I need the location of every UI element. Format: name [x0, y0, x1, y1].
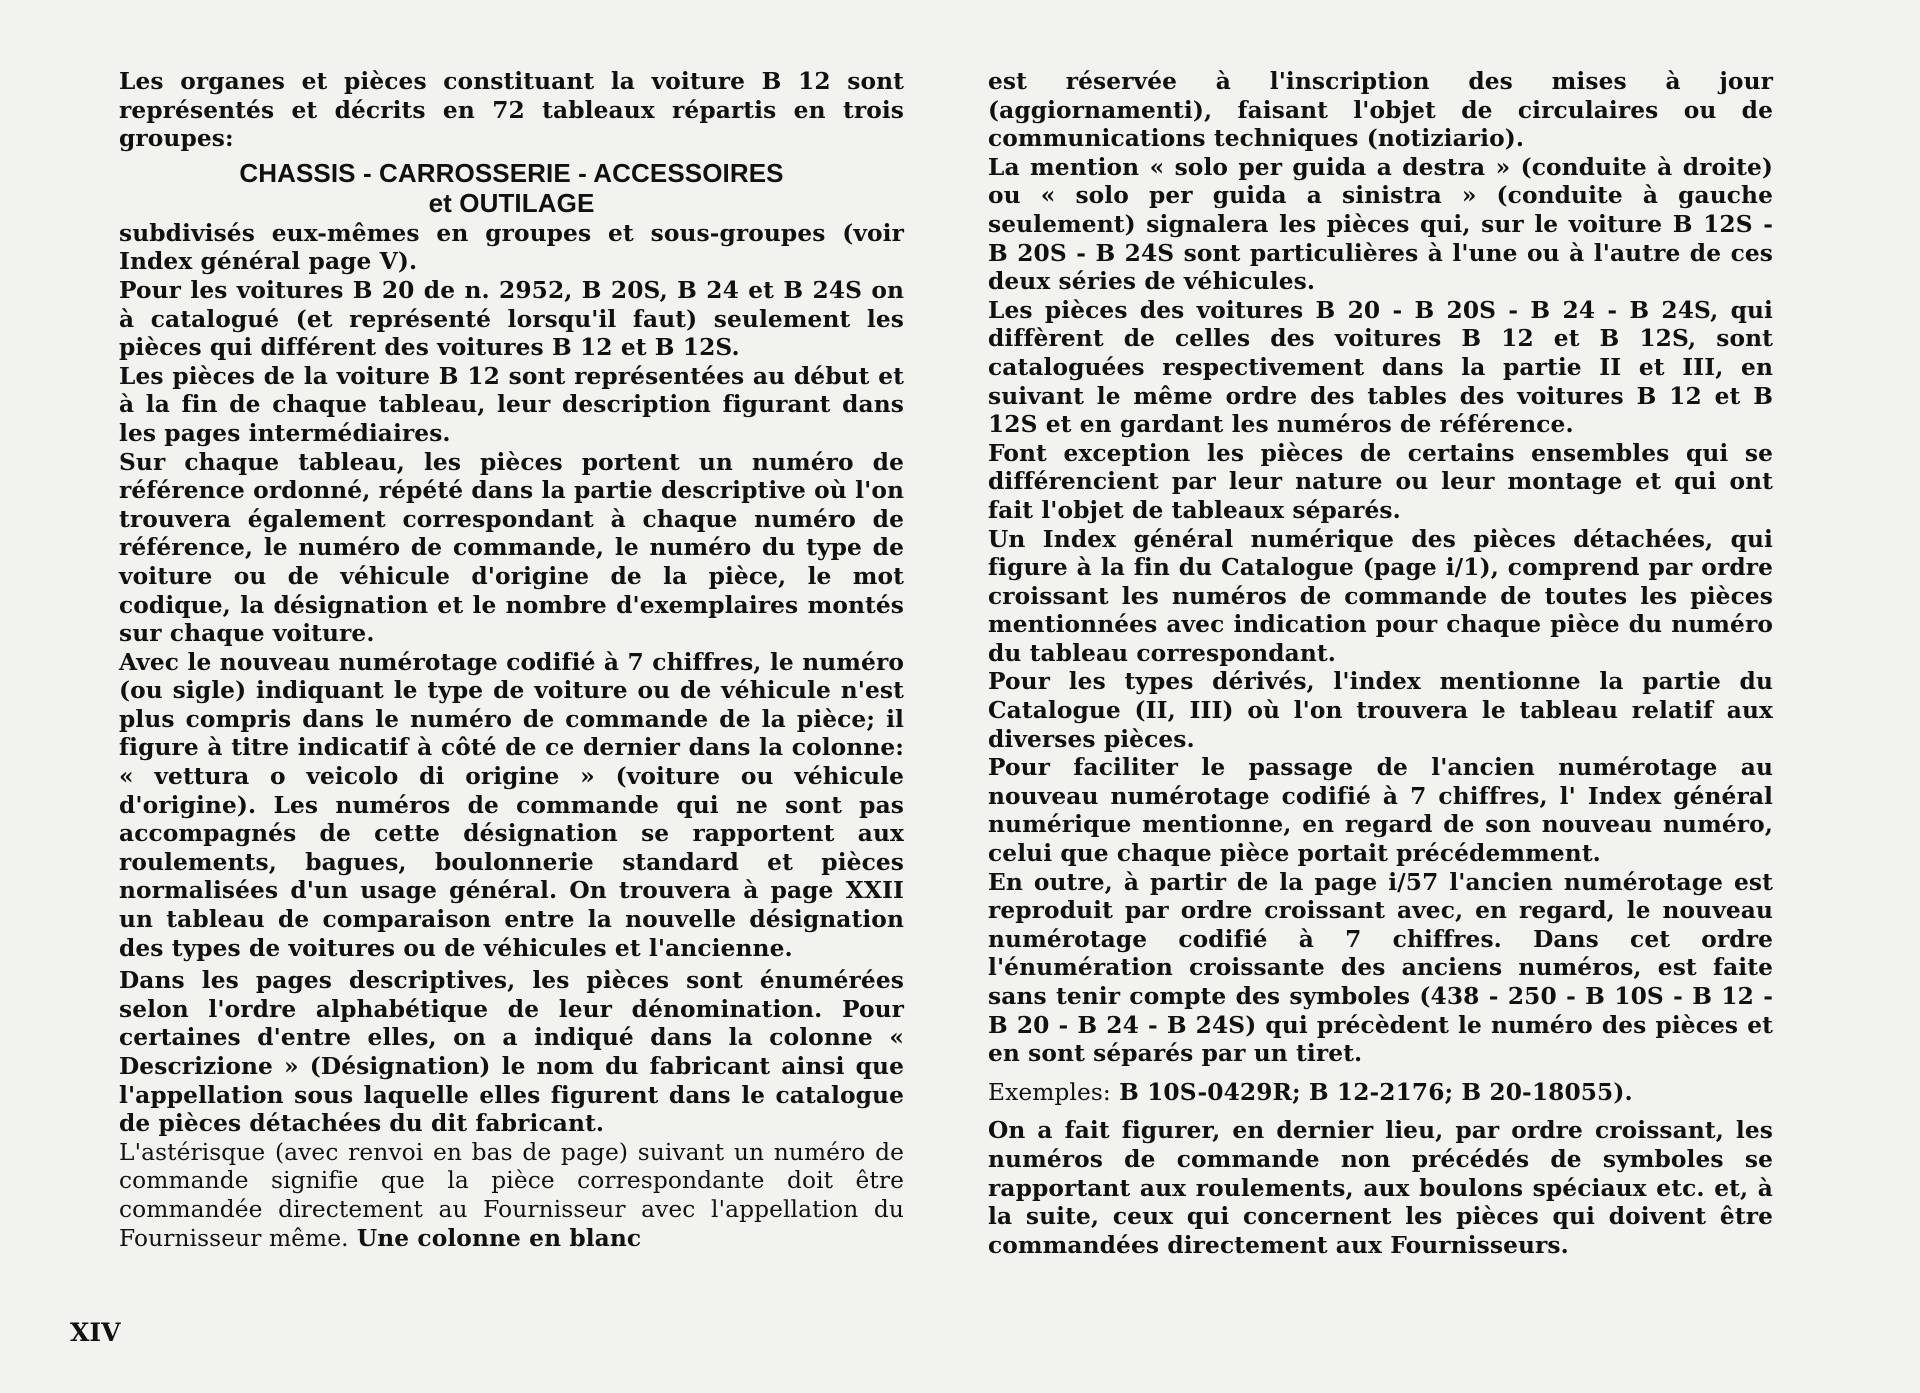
- paragraph: Dans les pages descriptives, les pièces sont énumérées selon l'ordre alphabétique de leur dénomination. Pour certaines d'entre elles, on a indiqué dans la colonne « Descrizione » (Désignation) le nom du fabricant ainsi que l'appellation sous laquelle elles figurent dans le catalogue de pièces détachées du dit fabricant.: [119, 967, 904, 1138]
- asterisk-note: L'astérisque (avec renvoi en bas de page) suivant un numéro de commande signifie que la pièce correspondante doit être commandée directement au Fournisseur avec l'appellation du Fournisseur même.: [119, 1138, 904, 1252]
- paragraph: On a fait figurer, en dernier lieu, par ordre croissant, les numéros de commande non précédés de symboles se rapportant aux roulements, aux boulons spéciaux etc. et, à la suite, ceux qui concernent les pièces qui doivent être commandées directement aux Fournisseurs.: [988, 1117, 1773, 1259]
- intro-paragraph: Les organes et pièces constituant la voiture B 12 sont représentés et décrits en 72 tableaux répartis en trois groupes:: [119, 68, 904, 153]
- paragraph: La mention « solo per guida a destra » (conduite à droite) ou « solo per guida a sinistra » (conduite à gauche seulement) signalera les pièces qui, sur le voiture B 12S - B 20S - B 24S sont particulières à l'une ou à l'autre de ces deux séries de véhicules.: [988, 153, 1773, 296]
- examples-label: Exemples:: [988, 1078, 1111, 1106]
- section-heading: [119, 158, 904, 218]
- examples-line: [988, 1079, 1773, 1108]
- heading-line-1: CHASSIS - CARROSSERIE - ACCESSOIRES: [239, 157, 784, 188]
- paragraph: En outre, à partir de la page i/57 l'ancien numérotage est reproduit par ordre croissant avec, en regard, le nouveau numérotage codifié à 7 chiffres. Dans cet ordre l'énumération croissante des anciens numéros, est faite sans tenir compte des symboles (438 - 250 - B 10S - B 12 - B 20 - B 24 - B 24S) qui précèdent le numéro des pièces et en sont séparés par un tiret.: [988, 868, 1773, 1068]
- paragraph: [119, 1139, 904, 1253]
- heading-line-2: et OUTILAGE: [428, 187, 595, 218]
- paragraph: Les pièces des voitures B 20 - B 20S - B 24 - B 24S, qui diffèrent de celles des voitures B 12 et B 12S, sont cataloguées respectivement dans la partie II et III, en suivant le même ordre des tables des voitures B 12 et B 12S et en gardant les numéros de référence.: [988, 296, 1773, 439]
- paragraph: Les pièces de la voiture B 12 sont représentées au début et à la fin de chaque tableau, leur description figurant dans les pages intermédiaires.: [119, 362, 904, 447]
- paragraph: Pour les types dérivés, l'index mentionne la partie du Catalogue (II, III) où l'on trouvera le tableau relatif aux diverses pièces.: [988, 668, 1773, 753]
- paragraph: Sur chaque tableau, les pièces portent un numéro de référence ordonné, répété dans la partie descriptive où l'on trouvera également correspondant à chaque numéro de référence, le numéro de commande, le numéro du type de voiture ou de véhicule d'origine de la pièce, le mot codique, la désignation et le nombre d'exemplaires montés sur chaque voiture.: [119, 448, 904, 648]
- left-column: [119, 68, 904, 1253]
- paragraph: est réservée à l'inscription des mises à jour (aggiornamenti), faisant l'objet de circulaires ou de communications techniques (notiziario).: [988, 68, 1773, 153]
- paragraph: Pour faciliter le passage de l'ancien numérotage au nouveau numérotage codifié à 7 chiffres, l' Index général numérique mentionne, en regard de son nouveau numéro, celui que chaque pièce portait précédemment.: [988, 754, 1773, 868]
- paragraph: Pour les voitures B 20 de n. 2952, B 20S, B 24 et B 24S on à catalogué (et représenté lorsqu'il faut) seulement les pièces qui différent des voitures B 12 et B 12S.: [119, 276, 904, 362]
- blank-column-note: Une colonne en blanc: [356, 1224, 642, 1252]
- paragraph: Avec le nouveau numérotage codifié à 7 chiffres, le numéro (ou sigle) indiquant le type de voiture ou de véhicule n'est plus compris dans le numéro de commande de la pièce; il figure à titre indicatif à côté de ce dernier dans la colonne: « vettura o veicolo di origine » (voiture ou véhicule d'origine). Les numéros de commande qui ne sont pas accompagnés de cette désignation se rapportent aux roulements, bagues, boulonnerie standard et pièces normalisées d'un usage général. On trouvera à page XXII un tableau de comparaison entre la nouvelle désignation des types de voitures ou de véhicules et l'ancienne.: [119, 648, 904, 962]
- examples-values: B 10S-0429R; B 12-2176; B 20-18055).: [1119, 1078, 1633, 1106]
- paragraph: subdivisés eux-mêmes en groupes et sous-groupes (voir Index général page V).: [119, 219, 904, 276]
- right-column: [988, 68, 1773, 1260]
- page-number: XIV: [70, 1318, 121, 1347]
- paragraph: Font exception les pièces de certains ensembles qui se différencient par leur nature ou leur montage et qui ont fait l'objet de tableaux séparés.: [988, 439, 1773, 524]
- paragraph: Un Index général numérique des pièces détachées, qui figure à la fin du Catalogue (page i/1), comprend par ordre croissant les numéros de commande de toutes les pièces mentionnées avec indication pour chaque pièce du numéro du tableau correspondant.: [988, 525, 1773, 667]
